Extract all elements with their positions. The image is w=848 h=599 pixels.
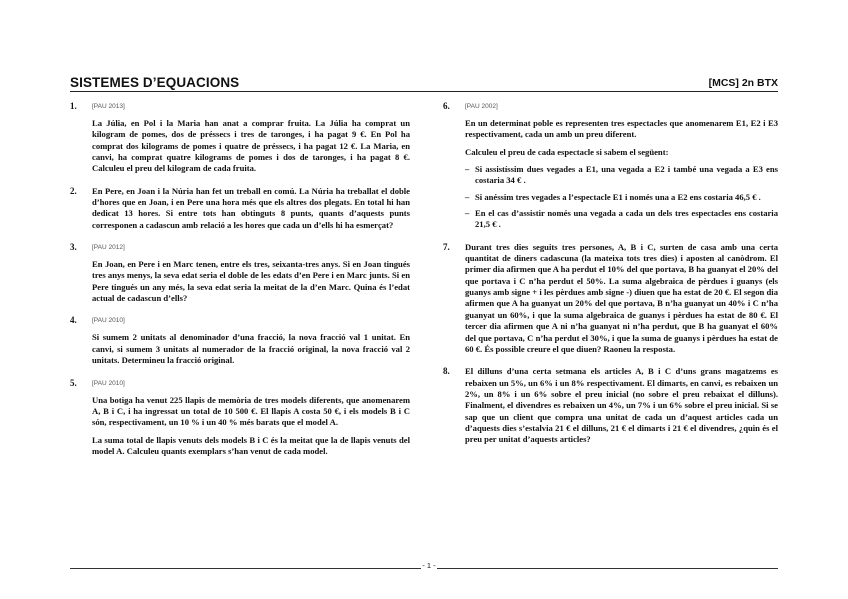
- course-level: [MCS] 2n BTX: [708, 77, 778, 89]
- problem-text: Si sumem 2 unitats al denominador d’una fracció, la nova fracció val 1 unitat. En canvi, si sumem 3 unitats al numerador de la fracció original, la nova fracció val 2 unitats. Determineu la fracció original.: [92, 332, 410, 366]
- right-problems: [443, 242, 778, 446]
- dash-bullet: –: [465, 208, 470, 219]
- problem-number: 8.: [443, 366, 450, 377]
- problem-text: En Pere, en Joan i la Núria han fet un treball en comú. La Núria ha treballat el doble d’hores que en Joan, i en Pere una hora més que els altres dos plegats. En total hi han dedicat 13 hores. Si entre tots han obtinguts 8 punts, quants d’aquests punts corresponen a cadascun amb relació a les hores que cada un d’ells hi ha esmerçat?: [92, 185, 410, 230]
- problem-text: La Júlia, en Pol i la Maria han anat a comprar fruita. La Júlia ha comprat un kilogram de pomes, dos de préssecs i tres de taronges, i ha pagat 9 €. En Pol ha comprat dos kilograms de pomes i quatre de préssecs, i ha pagat 12 €. La Maria, en canvi, ha comprat quatre kilograms de pomes i dos de taronges, i ha pagat 8 €. Calculeu el preu del kilogram de cada fruita.: [92, 118, 410, 174]
- problem-number: 6.: [443, 101, 450, 111]
- problem-7: [443, 242, 778, 355]
- condition-text: Si assistíssim dues vegades a E1, una vegada a E2 i també una vegada a E3 ens costaria 34 € .: [475, 164, 778, 186]
- page-header: [70, 75, 778, 91]
- dash-bullet: –: [465, 164, 470, 175]
- problem-8: [443, 366, 778, 445]
- footer-rule-left: [70, 568, 421, 569]
- document-title: SISTEMES D’EQUACIONS: [70, 75, 240, 90]
- problem-5: [70, 378, 410, 458]
- header-rule: [70, 91, 778, 92]
- problem-3: [70, 242, 410, 304]
- exam-tag: [PAU 2013]: [92, 103, 125, 110]
- condition-text: En el cas d’assistir només una vegada a cada un dels tres espectacles ens costaria 21,5 € .: [475, 208, 778, 230]
- problem-intro: En un determinat poble es representen tres espectacles que anomenarem E1, E2 i E3 respectivament, cada un amb un preu diferent.: [465, 118, 778, 140]
- problem-question: Calculeu el preu de cada espectacle si sabem el següent:: [465, 146, 669, 157]
- dash-bullet: –: [465, 191, 470, 202]
- condition-item: [465, 192, 778, 203]
- condition-item: [465, 208, 778, 231]
- page-number: - 1 -: [422, 561, 436, 570]
- exam-tag: [PAU 2002]: [465, 103, 498, 110]
- problem-4: [70, 315, 410, 366]
- problem-1: [70, 101, 410, 175]
- problem-number: 7.: [443, 241, 450, 252]
- exam-tag: [PAU 2012]: [92, 244, 125, 252]
- problem-text: Una botiga ha venut 225 llapis de memòria de tres models diferents, que anomenarem A, B i C, i ha ingressat un total de 10 500 €. El llapis A costa 50 €, i els models B i C són, respectivament, un 10 % i un 40 % més barats que el model A.: [92, 394, 410, 428]
- left-column: [70, 101, 410, 468]
- problem-text: Durant tres dies seguits tres persones, A, B i C, surten de casa amb una certa quantitat de diners cadascuna (la mateixa tots tres dies) i aposten al canòdrom. El primer dia afirmen que A ha perdut el 10% del que portava, B ha guanyat el 20% del que portava i C n’ha perdut el 50%. La suma algebraica de pèrdues i guanys (els guanys amb signe + i les pèrdues amb signe -) diuen que ha estat de 20 €. El segon dia afirmen que A ha guanyat un 20% del que portava, B n’ha guanyat un 40% i C n’ha guanyat un 60%, i que la suma algebraica de guanys i pèrdues ha estat de 80 €. El tercer dia afirmen que A ni n’ha guanyat ni n’ha perdut, que B ha guanyat el 60% del que portava, C n’ha perdut el 30%, i que la suma de guanys i pèrdues ha estat de 60 €. És possible creure el que diuen? Raoneu la resposta.: [465, 241, 778, 354]
- problem-text: El dilluns d’una certa setmana els articles A, B i C d’uns grans magatzems es rebaixen un 5%, un 6% i un 8% respectivament. El dimarts, en canvi, es rebaixen un 2%, un 8% i un 6% sobre el preu inicial (no sobre el preu rebaixat el dilluns). Finalment, el divendres es rebaixen un 4%, un 7% i un 6% sobre el preu inicial. Si se sap que un client que compra una unitat de cada un d’aquest articles cada un d’aquests dies s’estalvia 21 € el dilluns, 21 € el dimarts i 21 € el divendres, ¿quin és el preu per unitat d’aquests articles?: [465, 366, 778, 445]
- problem-2: [70, 186, 410, 231]
- condition-text: Si anéssim tres vegades a l’espectacle E1 i només una a E2 ens costaria 46,5 € .: [475, 191, 761, 202]
- problem-text: En Joan, en Pere i en Marc tenen, entre els tres, seixanta-tres anys. Si en Joan tingués tres anys menys, la seva edat seria el doble de les edats d’en Pere i en Marc junts. Si en Pere tingués un any més, la seva edat seria la meitat de la d’en Marc. Quina és l’edat actual de cadascun d’ells?: [92, 259, 410, 304]
- condition-item: [465, 164, 778, 187]
- exam-tag: [PAU 2010]: [92, 317, 125, 325]
- footer-rule-right: [437, 568, 778, 569]
- right-column: [443, 101, 778, 457]
- problem-6: [443, 101, 778, 231]
- condition-list: [465, 164, 778, 231]
- problem-text: La suma total de llapis venuts dels models B i C és la meitat que la de llapis venuts del model A. Calculeu quants exemplars s’han venut de cada model.: [92, 434, 410, 456]
- problem-number: 5.: [70, 377, 77, 388]
- problem-number: 4.: [70, 315, 77, 326]
- problem-number: 2.: [70, 185, 77, 196]
- problem-number: 1.: [70, 101, 77, 111]
- exam-tag: [PAU 2010]: [92, 379, 125, 387]
- problem-number: 3.: [70, 242, 77, 253]
